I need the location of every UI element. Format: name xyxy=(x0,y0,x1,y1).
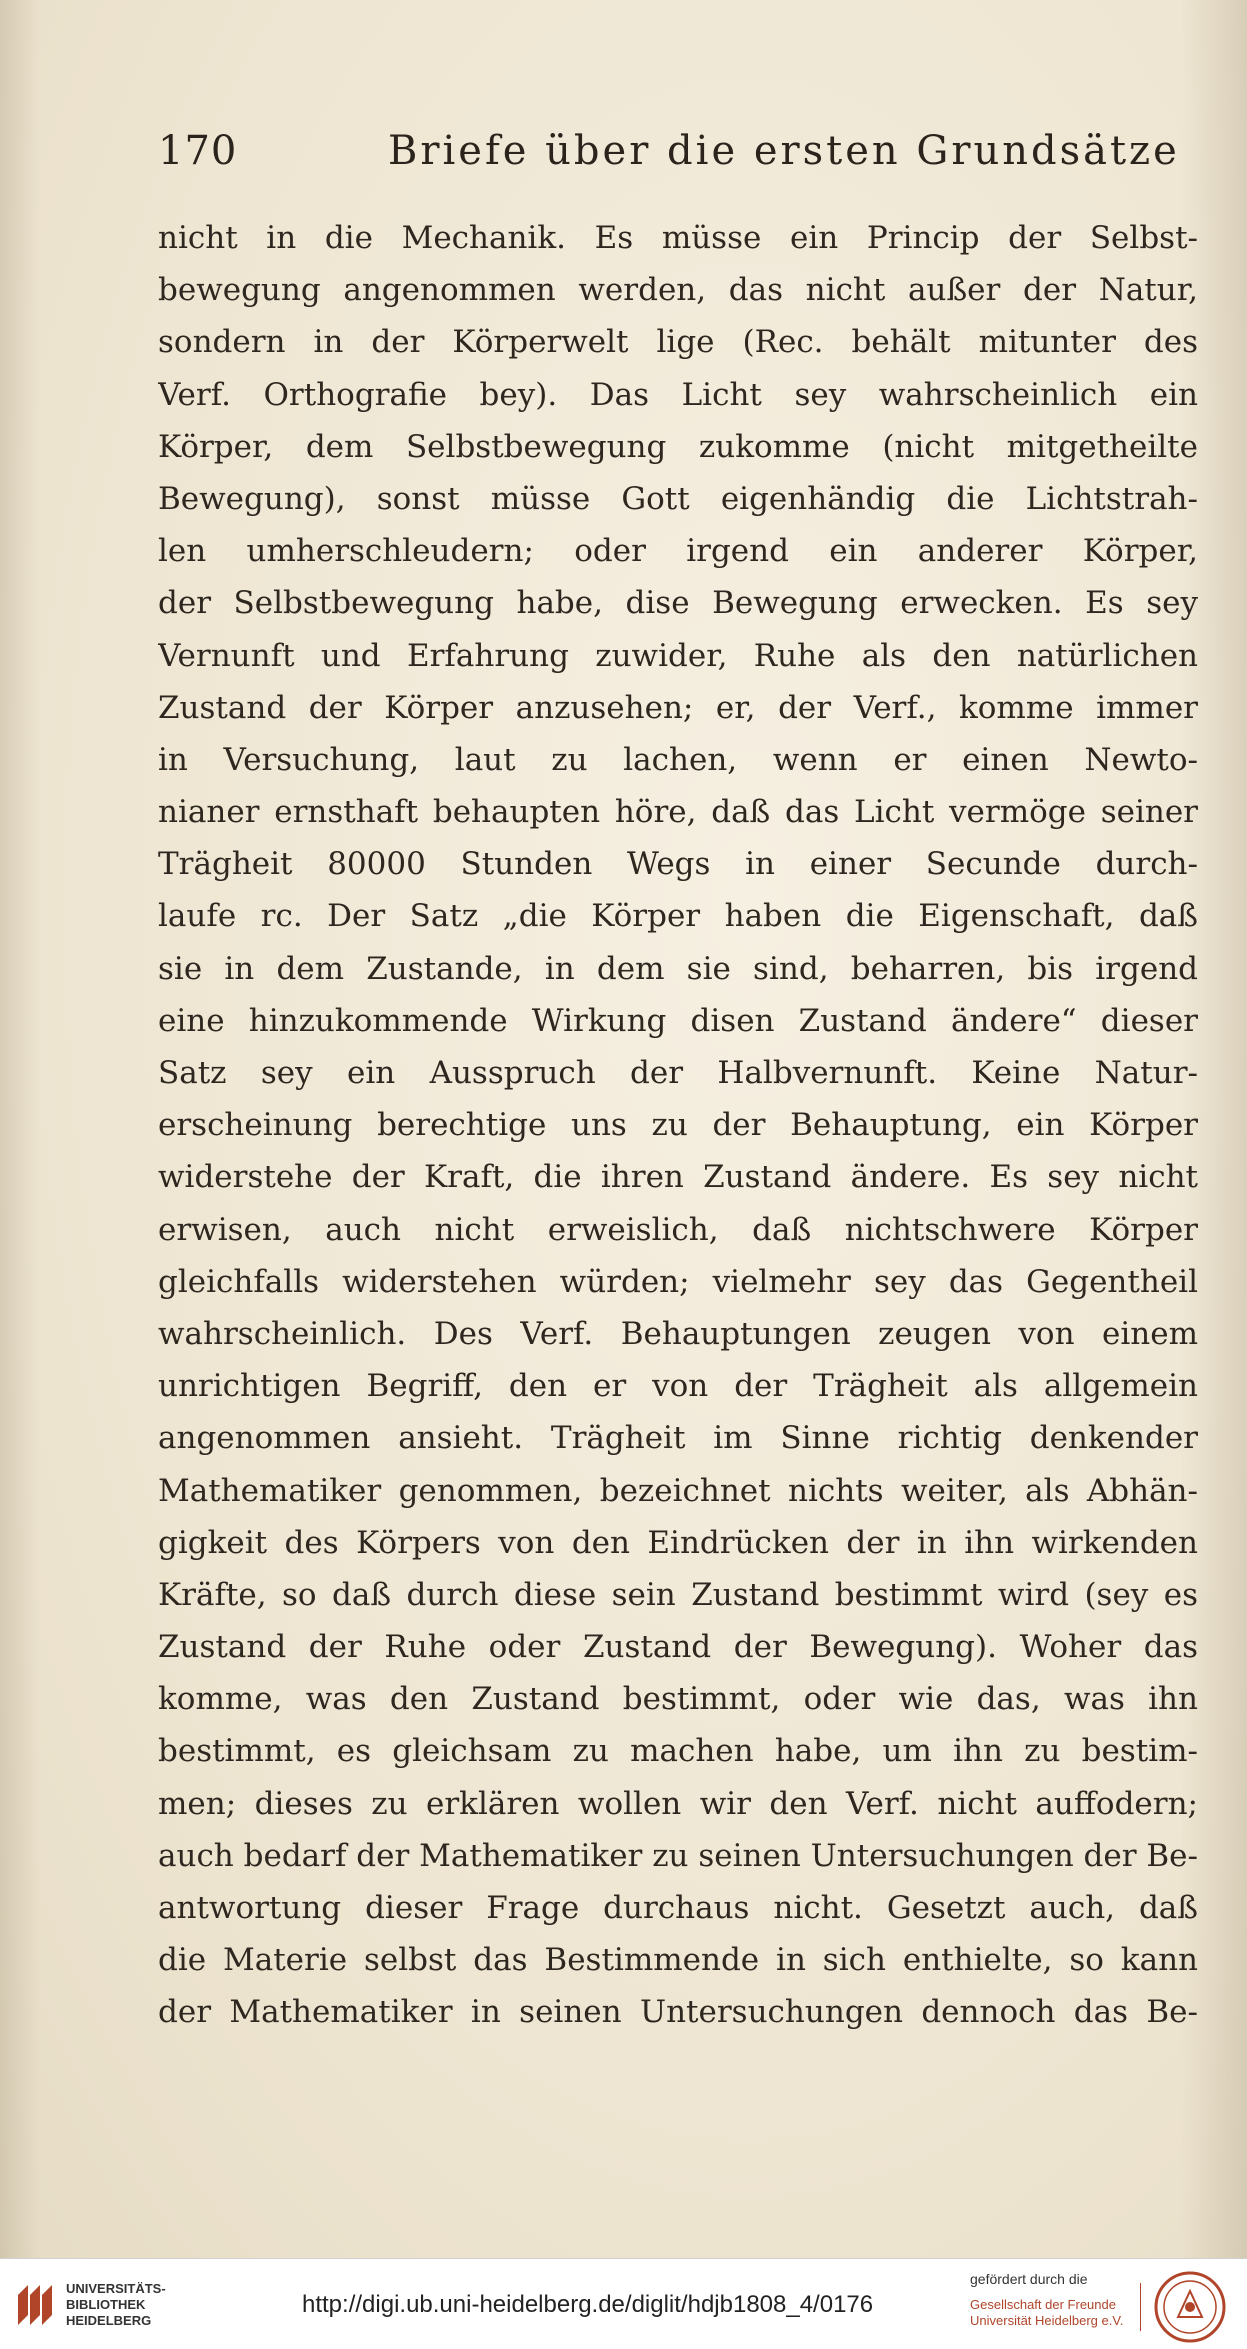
text-line: nicht in die Mechanik. Es müsse ein Princip der Selbst- xyxy=(158,220,1198,256)
page-header xyxy=(158,128,1208,188)
text-line: Zustand der Ruhe oder Zustand der Bewegung). Woher das xyxy=(158,1629,1198,1666)
library-name: UNIVERSITÄTS-BIBLIOTHEK HEIDELBERG xyxy=(66,2281,166,2328)
university-seal-icon xyxy=(1150,2269,1230,2345)
text-line: bestimmt, es gleichsam zu machen habe, um ihn zu bestim- xyxy=(158,1733,1198,1770)
text-line: Verf. Orthografie bey). Das Licht sey wahrscheinlich ein xyxy=(158,376,1198,413)
text-line: Bewegung), sonst müsse Gott eigenhändig die Lichtstrah- xyxy=(158,480,1198,517)
text-line: widerstehe der Kraft, die ihren Zustand ändere. Es sey nicht xyxy=(158,1159,1198,1196)
text-line: bewegung angenommen werden, das nicht außer der Natur, xyxy=(158,272,1198,309)
text-line: Satz sey ein Ausspruch der Halbvernunft. Keine Natur- xyxy=(158,1055,1198,1091)
society-name: Gesellschaft der Freunde Universität Heidelberg e.V. xyxy=(970,2297,1124,2328)
text-line: erwisen, auch nicht erweislich, daß nichtschwere Körper xyxy=(158,1211,1198,1248)
funding-note: gefördert durch die xyxy=(970,2271,1088,2287)
text-line: auch bedarf der Mathematiker zu seinen Untersuchungen der Be- xyxy=(158,1837,1198,1874)
text-line: sondern in der Körperwelt lige (Rec. behält mitunter des xyxy=(158,324,1198,361)
running-title: Briefe über die ersten Grundsätze xyxy=(388,128,1180,174)
text-line: erscheinung berechtige uns zu der Behauptung, ein Körper xyxy=(158,1107,1198,1144)
text-line: komme, was den Zustand bestimmt, oder wie das, was ihn xyxy=(158,1681,1198,1718)
text-line: der Mathematiker in seinen Untersuchungen dennoch das Be- xyxy=(158,1994,1198,2031)
text-line: Körper, dem Selbstbewegung zukomme (nicht mitgetheilte xyxy=(158,428,1198,465)
text-line: wahrscheinlich. Des Verf. Behauptungen zeugen von einem xyxy=(158,1315,1198,1352)
body-text xyxy=(158,212,1198,2039)
text-line: antwortung dieser Frage durchaus nicht. Gesetzt auch, daß xyxy=(158,1890,1198,1926)
text-line: gigkeit des Körpers von den Eindrücken der in ihn wirkenden xyxy=(158,1524,1198,1561)
text-line: len umherschleudern; oder irgend ein anderer Körper, xyxy=(158,533,1198,570)
permalink-url[interactable]: http://digi.ub.uni-heidelberg.de/diglit/hdjb1808_4/0176 xyxy=(302,2291,874,2318)
text-line: eine hinzukommende Wirkung disen Zustand ändere“ dieser xyxy=(158,1002,1198,1039)
footer-divider xyxy=(1140,2283,1141,2331)
text-line: die Materie selbst das Bestimmende in sich enthielte, so kann xyxy=(158,1942,1198,1979)
text-line: nianer ernsthaft behaupten höre, daß das Licht vermöge seiner xyxy=(158,794,1198,831)
text-line: Vernunft und Erfahrung zuwider, Ruhe als den natürlichen xyxy=(158,637,1198,674)
text-line: Zustand der Körper anzusehen; er, der Verf., komme immer xyxy=(158,689,1198,726)
footer-bar xyxy=(0,2258,1247,2349)
text-line: Trägheit 80000 Stunden Wegs in einer Secunde durch- xyxy=(158,846,1198,883)
text-line: gleichfalls widerstehen würden; vielmehr sey das Gegentheil xyxy=(158,1263,1198,1300)
text-line: Kräfte, so daß durch diese sein Zustand bestimmt wird (sey es xyxy=(158,1576,1198,1613)
text-line: men; dieses zu erklären wollen wir den Verf. nicht auffodern; xyxy=(158,1785,1198,1822)
text-line: der Selbstbewegung habe, dise Bewegung erwecken. Es sey xyxy=(158,585,1198,622)
text-line: unrichtigen Begriff, den er von der Trägheit als allgemein xyxy=(158,1368,1198,1405)
text-line: laufe rc. Der Satz „die Körper haben die Eigenschaft, daß xyxy=(158,898,1198,935)
text-line: Mathematiker genommen, bezeichnet nichts weiter, als Abhän- xyxy=(158,1472,1198,1509)
text-line: sie in dem Zustande, in dem sie sind, beharren, bis irgend xyxy=(158,950,1198,987)
text-line: in Versuchung, laut zu lachen, wenn er einen Newto- xyxy=(158,741,1198,778)
text-line: angenommen ansieht. Trägheit im Sinne richtig denkender xyxy=(158,1420,1198,1457)
page-number: 170 xyxy=(158,128,238,174)
library-logo-icon xyxy=(14,2281,56,2327)
